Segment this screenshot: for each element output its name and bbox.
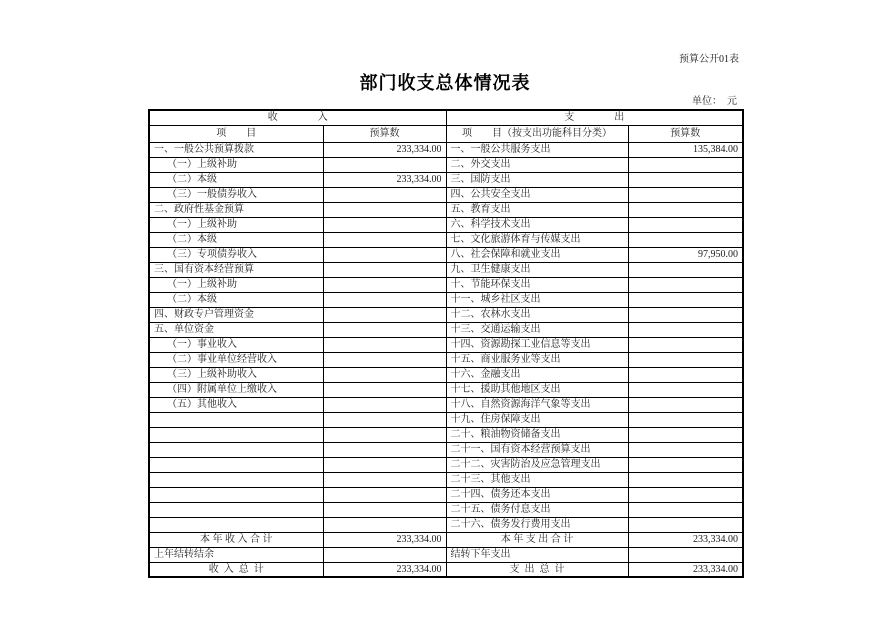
page-title: 部门收支总体情况表 <box>359 73 531 93</box>
income-item-cell: 五、单位资金 <box>149 322 323 337</box>
income-amount-cell <box>323 412 446 427</box>
income-amount-cell <box>323 547 446 562</box>
income-amount-cell <box>323 217 446 232</box>
expense-item-cell: 十二、农林水支出 <box>446 307 628 322</box>
income-amount-cell <box>323 307 446 322</box>
table-row <box>149 247 743 262</box>
expense-amount-cell <box>628 262 743 277</box>
expense-item-column-header: 项 目（按支出功能科目分类） <box>446 125 628 142</box>
expense-item-cell: 三、国防支出 <box>446 172 628 187</box>
table-row <box>149 472 743 487</box>
income-amount-cell <box>323 247 446 262</box>
expense-item-cell: 八、社会保障和就业支出 <box>446 247 628 262</box>
income-item-cell: （一）事业收入 <box>149 337 323 352</box>
expense-amount-cell <box>628 547 743 562</box>
income-item-cell: （三）上级补助收入 <box>149 367 323 382</box>
income-amount-cell <box>323 502 446 517</box>
table-row <box>149 142 743 157</box>
income-item-cell: 收 入 总 计 <box>149 562 323 577</box>
income-item-cell: 本 年 收 入 合 计 <box>149 532 323 547</box>
income-amount-cell <box>323 397 446 412</box>
income-amount-cell <box>323 262 446 277</box>
expense-item-cell: 本 年 支 出 合 计 <box>446 532 628 547</box>
income-item-cell: 二、政府性基金预算 <box>149 202 323 217</box>
income-item-cell: （四）附属单位上缴收入 <box>149 382 323 397</box>
expense-amount-cell <box>628 187 743 202</box>
expense-item-cell: 七、文化旅游体育与传媒支出 <box>446 232 628 247</box>
expense-amount-cell <box>628 502 743 517</box>
expense-amount-cell <box>628 157 743 172</box>
expense-item-cell: 二十六、债务发行费用支出 <box>446 517 628 532</box>
expense-budget-column-header: 预算数 <box>628 125 743 142</box>
income-item-cell: 一、一般公共预算拨款 <box>149 142 323 157</box>
income-amount-cell <box>323 202 446 217</box>
income-amount-cell <box>323 382 446 397</box>
expense-amount-cell: 233,334.00 <box>628 562 743 577</box>
unit-label: 单位： 元 <box>692 96 737 107</box>
income-item-cell <box>149 487 323 502</box>
income-amount-cell <box>323 457 446 472</box>
table-row <box>149 442 743 457</box>
table-row <box>149 322 743 337</box>
table-row <box>149 277 743 292</box>
expense-item-cell: 支 出 总 计 <box>446 562 628 577</box>
income-item-cell: （一）上级补助 <box>149 217 323 232</box>
table-row <box>149 217 743 232</box>
income-amount-cell <box>323 427 446 442</box>
table-row <box>149 337 743 352</box>
expense-item-cell: 十四、资源勘探工业信息等支出 <box>446 337 628 352</box>
table-row <box>149 532 743 547</box>
income-item-cell <box>149 457 323 472</box>
table-row <box>149 232 743 247</box>
income-amount-cell: 233,334.00 <box>323 172 446 187</box>
expense-item-cell: 五、教育支出 <box>446 202 628 217</box>
expense-item-cell: 二、外交支出 <box>446 157 628 172</box>
expense-item-cell: 四、公共安全支出 <box>446 187 628 202</box>
income-item-cell: 四、财政专户管理资金 <box>149 307 323 322</box>
expense-amount-cell <box>628 382 743 397</box>
table-row <box>149 172 743 187</box>
income-amount-cell: 233,334.00 <box>323 562 446 577</box>
income-item-cell <box>149 412 323 427</box>
expense-amount-cell <box>628 337 743 352</box>
income-amount-cell <box>323 277 446 292</box>
income-item-cell: （二）本级 <box>149 292 323 307</box>
document-content <box>148 0 742 578</box>
income-amount-cell <box>323 487 446 502</box>
income-amount-cell <box>323 292 446 307</box>
table-row <box>149 382 743 397</box>
income-amount-cell: 233,334.00 <box>323 142 446 157</box>
table-row <box>149 157 743 172</box>
expense-amount-cell: 97,950.00 <box>628 247 743 262</box>
expense-amount-cell <box>628 307 743 322</box>
income-item-cell <box>149 502 323 517</box>
income-item-cell <box>149 472 323 487</box>
income-amount-cell <box>323 322 446 337</box>
expense-item-cell: 十、节能环保支出 <box>446 277 628 292</box>
income-section-header: 收 入 <box>149 110 446 125</box>
income-amount-cell <box>323 337 446 352</box>
expense-amount-cell <box>628 472 743 487</box>
table-row <box>149 502 743 517</box>
expense-amount-cell <box>628 277 743 292</box>
expense-amount-cell <box>628 367 743 382</box>
table-row <box>149 367 743 382</box>
expense-amount-cell: 135,384.00 <box>628 142 743 157</box>
income-budget-column-header: 预算数 <box>323 125 446 142</box>
expense-item-cell: 十八、自然资源海洋气象等支出 <box>446 397 628 412</box>
income-amount-cell <box>323 367 446 382</box>
income-item-cell: （二）本级 <box>149 232 323 247</box>
expense-item-cell: 十九、住房保障支出 <box>446 412 628 427</box>
expense-amount-cell <box>628 517 743 532</box>
income-amount-cell <box>323 517 446 532</box>
income-item-cell: （一）上级补助 <box>149 157 323 172</box>
expense-amount-cell <box>628 412 743 427</box>
income-item-cell: （二）本级 <box>149 172 323 187</box>
table-row <box>149 487 743 502</box>
expense-section-header: 支 出 <box>446 110 743 125</box>
expense-item-cell: 十三、交通运输支出 <box>446 322 628 337</box>
table-row <box>149 352 743 367</box>
income-amount-cell: 233,334.00 <box>323 532 446 547</box>
expense-item-cell: 十七、援助其他地区支出 <box>446 382 628 397</box>
income-amount-cell <box>323 442 446 457</box>
income-item-cell <box>149 517 323 532</box>
income-item-cell: （一）上级补助 <box>149 277 323 292</box>
table-row <box>149 397 743 412</box>
expense-item-cell: 结转下年支出 <box>446 547 628 562</box>
expense-amount-cell <box>628 322 743 337</box>
expense-amount-cell <box>628 487 743 502</box>
section-header-row <box>149 110 743 125</box>
column-header-row <box>149 125 743 142</box>
income-item-cell: （五）其他收入 <box>149 397 323 412</box>
table-row <box>149 517 743 532</box>
expense-amount-cell <box>628 172 743 187</box>
expense-item-cell: 二十一、国有资本经营预算支出 <box>446 442 628 457</box>
expense-item-cell: 一、一般公共服务支出 <box>446 142 628 157</box>
income-amount-cell <box>323 187 446 202</box>
expense-amount-cell <box>628 352 743 367</box>
income-item-cell: （三）专项债券收入 <box>149 247 323 262</box>
budget-summary-table <box>148 109 744 578</box>
table-row <box>149 202 743 217</box>
expense-amount-cell <box>628 442 743 457</box>
income-item-column-header: 项 目 <box>149 125 323 142</box>
income-item-cell: （三）一般债券收入 <box>149 187 323 202</box>
income-amount-cell <box>323 352 446 367</box>
expense-amount-cell <box>628 397 743 412</box>
expense-amount-cell <box>628 427 743 442</box>
expense-item-cell: 十五、商业服务业等支出 <box>446 352 628 367</box>
table-row <box>149 307 743 322</box>
expense-item-cell: 六、科学技术支出 <box>446 217 628 232</box>
expense-item-cell: 九、卫生健康支出 <box>446 262 628 277</box>
income-item-cell <box>149 442 323 457</box>
income-item-cell: （二）事业单位经营收入 <box>149 352 323 367</box>
income-amount-cell <box>323 472 446 487</box>
table-row <box>149 187 743 202</box>
table-row <box>149 412 743 427</box>
expense-amount-cell <box>628 217 743 232</box>
income-item-cell <box>149 427 323 442</box>
expense-amount-cell <box>628 232 743 247</box>
table-row <box>149 427 743 442</box>
expense-amount-cell <box>628 457 743 472</box>
expense-item-cell: 二十二、灾害防治及应急管理支出 <box>446 457 628 472</box>
income-amount-cell <box>323 232 446 247</box>
expense-item-cell: 十六、金融支出 <box>446 367 628 382</box>
expense-item-cell: 十一、城乡社区支出 <box>446 292 628 307</box>
table-row <box>149 262 743 277</box>
income-item-cell: 上年结转结余 <box>149 547 323 562</box>
table-row <box>149 562 743 577</box>
table-row <box>149 547 743 562</box>
table-row <box>149 292 743 307</box>
income-item-cell: 三、国有资本经营预算 <box>149 262 323 277</box>
doc-number-label: 预算公开01表 <box>679 54 739 65</box>
expense-amount-cell <box>628 292 743 307</box>
expense-amount-cell: 233,334.00 <box>628 532 743 547</box>
expense-amount-cell <box>628 202 743 217</box>
expense-item-cell: 二十五、债务付息支出 <box>446 502 628 517</box>
expense-item-cell: 二十三、其他支出 <box>446 472 628 487</box>
expense-item-cell: 二十、粮油物资储备支出 <box>446 427 628 442</box>
table-row <box>149 457 743 472</box>
expense-item-cell: 二十四、债务还本支出 <box>446 487 628 502</box>
income-amount-cell <box>323 157 446 172</box>
